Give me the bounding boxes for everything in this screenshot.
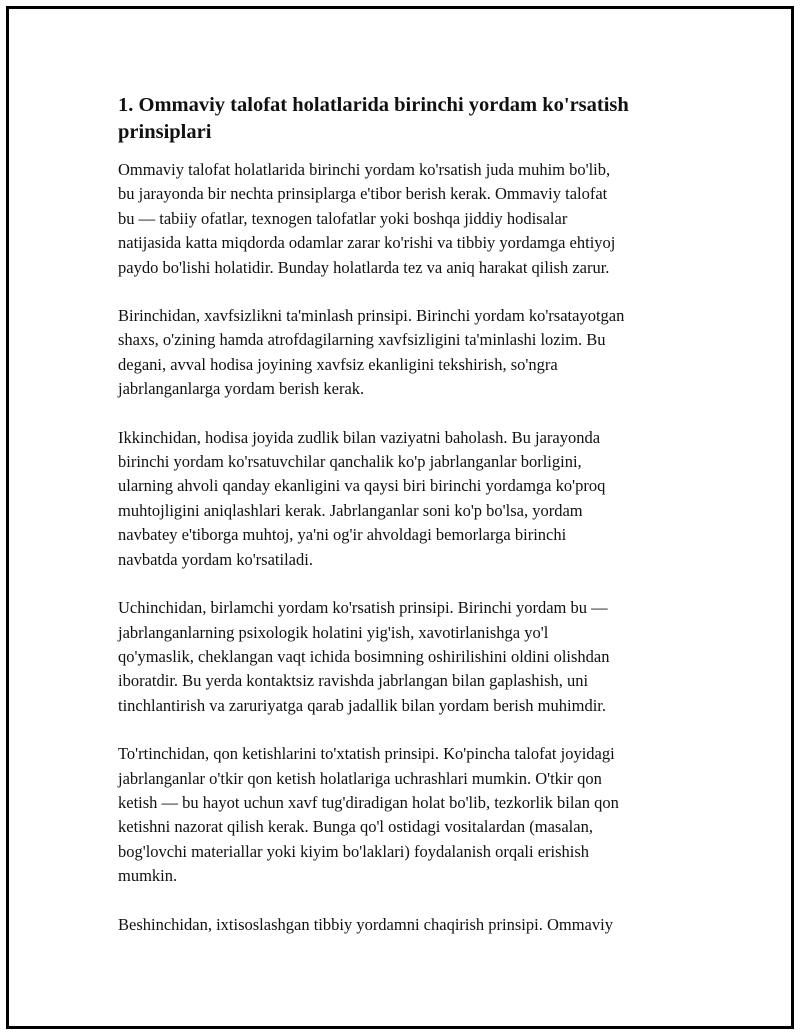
text-line: muhtojligini aniqlashlari kerak. Jabrlanganlar soni ko'p bo'lsa, yordam xyxy=(118,500,583,520)
section-heading xyxy=(118,92,698,146)
text-line: Beshinchidan, ixtisoslashgan tibbiy yordamni chaqirish prinsipi. Ommaviy xyxy=(118,914,613,934)
text-line: ketish — bu hayot uchun xavf tug'diradigan holat bo'lib, tezkorlik bilan qon xyxy=(118,792,619,812)
text-line: mumkin. xyxy=(118,866,178,886)
text-line: Ommaviy talofat holatlarida birinchi yordam ko'rsatish juda muhim bo'lib, xyxy=(118,160,611,179)
paragraph-fifth-principle xyxy=(118,913,698,937)
text-line: jabrlanganlar o'tkir qon ketish holatlariga uchrashlari mumkin. O'tkir qon xyxy=(118,768,602,788)
text-line: birinchi yordam ko'rsatuvchilar qanchalik ko'p jabrlanganlar borligini, xyxy=(118,452,582,472)
text-line: bu — tabiiy ofatlar, texnogen talofatlar yoki boshqa jiddiy hodisalar xyxy=(118,208,568,228)
paragraph-third-principle xyxy=(118,596,698,718)
text-line: navbatey e'tiborga muhtoj, ya'ni og'ir ahvoldagi bemorlarga birinchi xyxy=(118,525,567,545)
text-line: bog'lovchi materiallar yoki kiyim bo'laklari) foydalanish orqali erishish xyxy=(118,841,590,861)
text-line: jabrlanganlarning psixologik holatini yig'ish, xavotirlanishga yo'l xyxy=(118,622,549,642)
text-line: qo'ymaslik, cheklangan vaqt ichida bosimning oshirilishini oldini olishdan xyxy=(118,646,610,666)
paragraph-first-principle xyxy=(118,304,698,402)
text-line: natijasida katta miqdorda odamlar zarar ko'rishi va tibbiy yordamga ehtiyoj xyxy=(118,233,616,253)
text-line: ketishni nazorat qilish kerak. Bunga qo'l ostidagi vositalardan (masalan, xyxy=(118,817,593,837)
text-line: Birinchidan, xavfsizlikni ta'minlash prinsipi. Birinchi yordam ko'rsatayotgan xyxy=(118,306,625,326)
text-line: iboratdir. Bu yerda kontaktsiz ravishda jabrlangan bilan gaplashish, uni xyxy=(118,671,589,691)
text-line: bu jarayonda bir nechta prinsiplarga e'tibor berish kerak. Ommaviy talofat xyxy=(118,184,608,204)
text-line: Uchinchidan, birlamchi yordam ko'rsatish prinsipi. Birinchi yordam bu — xyxy=(118,598,608,618)
document-body xyxy=(118,92,698,961)
text-line: jabrlanganlarga yordam berish kerak. xyxy=(118,379,365,399)
text-line: shaxs, o'zining hamda atrofdagilarning xavfsizligini ta'minlashi lozim. Bu xyxy=(118,330,606,350)
text-line: tinchlantirish va zaruriyatga qarab jadallik bilan yordam berish muhimdir. xyxy=(118,695,606,715)
paragraph-intro xyxy=(118,158,698,280)
text-line: degani, avval hodisa joyining xavfsiz ekanligini tekshirish, so'ngra xyxy=(118,354,558,374)
paragraph-second-principle xyxy=(118,426,698,572)
paragraph-fourth-principle xyxy=(118,742,698,888)
text-line: To'rtinchidan, qon ketishlarini to'xtatish prinsipi. Ko'pincha talofat joyidagi xyxy=(118,744,615,764)
text-line: ularning ahvoli qanday ekanligini va qaysi biri birinchi yordamga ko'proq xyxy=(118,476,606,496)
heading-line: prinsiplari xyxy=(118,121,212,143)
heading-line: 1. Ommaviy talofat holatlarida birinchi yordam ko'rsatish xyxy=(118,94,629,116)
text-line: Ikkinchidan, hodisa joyida zudlik bilan vaziyatni baholash. Bu jarayonda xyxy=(118,427,601,447)
text-line: navbatda yordam ko'rsatiladi. xyxy=(118,549,313,569)
text-line: paydo bo'lishi holatidir. Bunday holatlarda tez va aniq harakat qilish zarur. xyxy=(118,257,610,277)
